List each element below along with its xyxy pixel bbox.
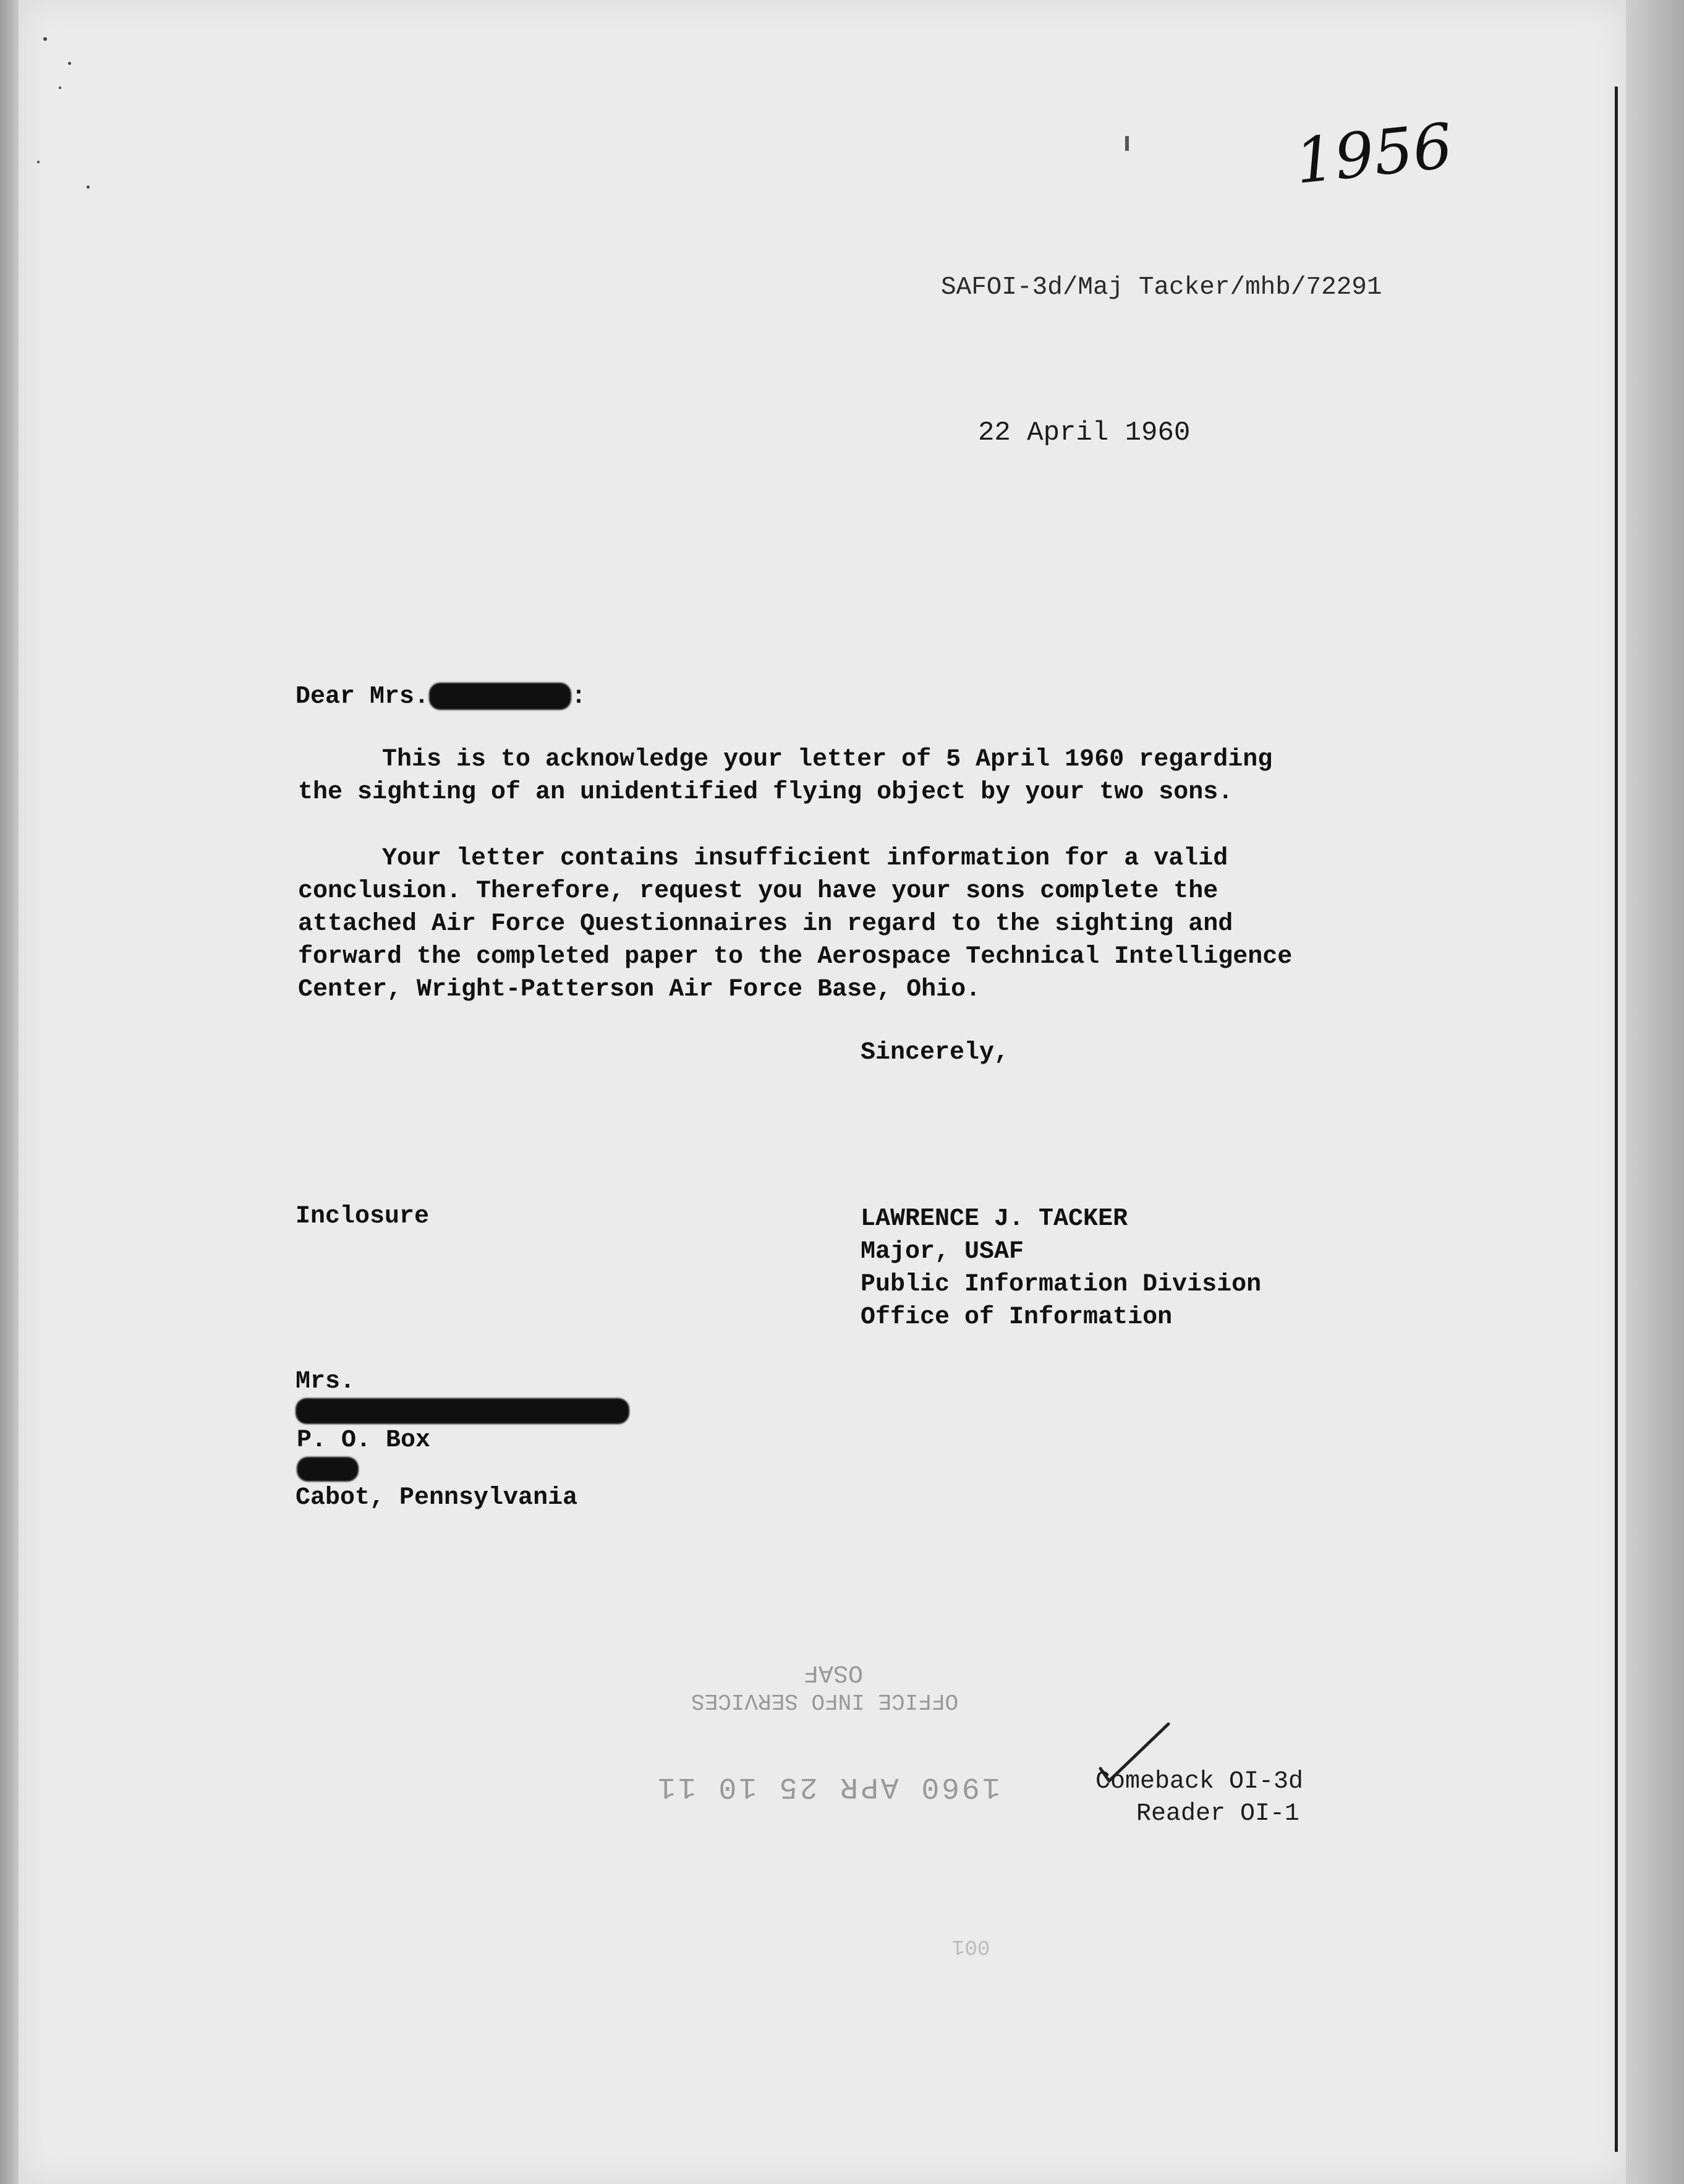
paragraph-acknowledgement <box>298 743 1473 809</box>
page-fold-line <box>1615 87 1618 2152</box>
scan-left-edge <box>0 0 19 2184</box>
stamp-date: 1960 APR 25 10 11 <box>655 1770 1000 1803</box>
scan-speck <box>68 62 71 65</box>
scan-speck <box>59 87 61 89</box>
signer-rank: Major, USAF <box>861 1238 1024 1266</box>
inclosure-note: Inclosure <box>296 1203 430 1231</box>
paragraph-line: Your letter contains insufficient information for a valid <box>382 845 1228 872</box>
scan-right-edge <box>1626 0 1684 2184</box>
paragraph-line: forward the completed paper to the Aerospace Technical Intelligence <box>298 943 1293 971</box>
paragraph-line: This is to acknowledge your letter of 5 April 1960 regarding <box>382 746 1273 774</box>
salutation-suffix: : <box>571 683 587 711</box>
handwritten-file-number: 1956 <box>1291 109 1456 198</box>
address-city: Cabot, Pennsylvania <box>296 1484 578 1512</box>
paragraph-line: conclusion. Therefore, request you have your sons complete the <box>298 877 1218 905</box>
signer-division: Public Information Division <box>861 1271 1262 1299</box>
closing: Sincerely, <box>861 1039 1010 1067</box>
paragraph-line: the sighting of an unidentified flying object by your two sons. <box>298 778 1233 806</box>
signature-block <box>861 1203 1261 1334</box>
redaction-mark <box>429 683 571 710</box>
routing-comeback: Comeback OI-3d <box>1095 1768 1304 1796</box>
paragraph-line: Center, Wright-Patterson Air Force Base, Ohio. <box>298 976 981 1004</box>
stamp-osaf: OSAF <box>804 1658 864 1686</box>
stamp-office: OFFICE INFO SERVICES <box>691 1688 959 1713</box>
scan-speck <box>37 161 40 163</box>
salutation <box>296 683 586 711</box>
recipient-address <box>296 1365 629 1514</box>
address-name-line <box>296 1365 629 1424</box>
stamp-number: 001 <box>952 1934 990 1958</box>
address-prefix: Mrs. <box>296 1368 355 1396</box>
letter-date: 22 April 1960 <box>978 417 1191 448</box>
scan-speck <box>43 37 47 41</box>
address-po-box: P. O. Box <box>297 1427 431 1454</box>
margin-mark <box>1125 136 1129 151</box>
routing-reader: Reader OI-1 <box>1136 1800 1300 1828</box>
reference-line: SAFOI-3d/Maj Tacker/mhb/72291 <box>941 273 1382 302</box>
signer-office: Office of Information <box>861 1303 1173 1331</box>
paragraph-line: attached Air Force Questionnaires in regard to the sighting and <box>298 910 1233 938</box>
redaction-mark <box>296 1398 629 1424</box>
paragraph-request <box>298 842 1473 1006</box>
signer-name: LAWRENCE J. TACKER <box>861 1205 1128 1233</box>
scan-speck <box>87 186 90 189</box>
letter-page <box>19 0 1626 2184</box>
routing-block <box>1095 1766 1303 1830</box>
address-po-line <box>296 1424 629 1482</box>
redaction-mark <box>297 1457 359 1482</box>
salutation-prefix: Dear Mrs. <box>296 683 430 711</box>
